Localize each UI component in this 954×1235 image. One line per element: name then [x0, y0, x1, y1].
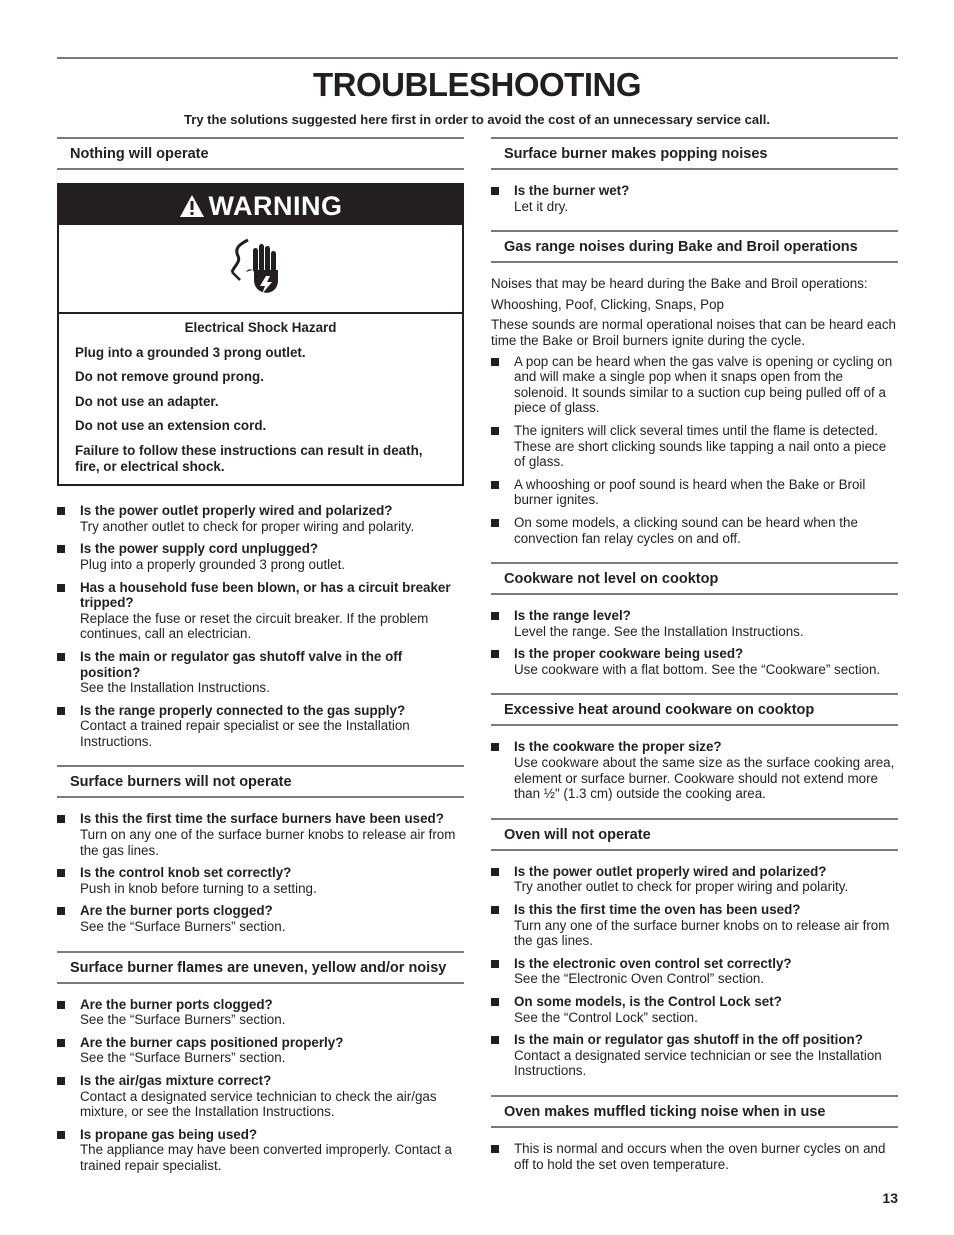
list-item: The igniters will click several times until the flame is detected. These are short clicking sounds like tapping a nail onto a piece of glass. [491, 423, 898, 470]
warning-line: Failure to follow these instructions can result in death, fire, or electrical shock. [75, 442, 423, 474]
answer: See the “Control Lock” section. [514, 1009, 698, 1025]
list-item [491, 646, 898, 677]
answer: Use cookware with a flat bottom. See the “Cookware” section. [514, 661, 881, 677]
page-number: 13 [882, 1190, 898, 1206]
top-rule [57, 57, 898, 59]
answer: The appliance may have been converted improperly. Contact a trained repair specialist. [80, 1142, 452, 1173]
question: Is the air/gas mixture correct? [80, 1073, 272, 1088]
warning-triangle-icon [179, 194, 205, 218]
question: Is the main or regulator gas shutoff valve in the off position? [80, 648, 403, 680]
right-column [491, 137, 898, 1188]
list-item: This is normal and occurs when the oven burner cycles on and off to hold the set oven temperature. [491, 1141, 898, 1172]
list-cookware-level [491, 608, 898, 677]
list-item: On some models, a clicking sound can be heard when the convection fan relay cycles on and off. [491, 515, 898, 546]
list-item [491, 902, 898, 949]
answer: Replace the fuse or reset the circuit breaker. If the problem continues, call an electrician. [80, 610, 429, 642]
list-bake-broil-noises [491, 354, 898, 547]
intro-text: Try the solutions suggested here first in order to avoid the cost of an unnecessary service call. [184, 112, 770, 127]
question: Is the control knob set correctly? [80, 865, 292, 881]
question: Is the burner wet? [514, 183, 630, 198]
warning-line: Plug into a grounded 3 prong outlet. [75, 344, 306, 360]
list-ticking [491, 1141, 898, 1172]
answer: Use cookware about the same size as the surface cooking area, element or surface burner. Cookware should not extend more than ½" (1.3 cm) outside the cooking area. [514, 755, 895, 802]
list-item [57, 1127, 464, 1174]
question: Is the cookware the proper size? [514, 739, 722, 755]
question: Are the burner ports clogged? [80, 996, 273, 1012]
list-surface-not-operate [57, 811, 464, 934]
list-item [491, 739, 898, 801]
list-item [491, 956, 898, 987]
list-excessive-heat [491, 739, 898, 801]
list-item [57, 649, 464, 696]
section-heading-oven-not-operate: Oven will not operate [491, 818, 898, 851]
question: Is the power outlet properly wired and polarized? [80, 503, 393, 519]
warning-hazard-title: Electrical Shock Hazard [184, 320, 337, 335]
list-item [491, 183, 898, 214]
warning-line: Do not use an adapter. [75, 393, 219, 409]
answer: Let it dry. [514, 198, 569, 214]
list-nothing-operate [57, 503, 464, 749]
question: Is this the first time the oven has been used? [514, 902, 801, 918]
answer: Push in knob before turning to a setting. [80, 880, 317, 896]
answer: Try another outlet to check for proper wiring and polarity. [514, 879, 849, 895]
electric-shock-hand-icon [226, 234, 296, 304]
shock-icon-area [59, 225, 462, 314]
question: Is the power outlet properly wired and polarized? [514, 863, 827, 879]
section-heading-surface-not-operate: Surface burners will not operate [57, 765, 464, 798]
question: Is the electronic oven control set correctly? [514, 955, 792, 971]
warning-line: Do not use an extension cord. [75, 418, 267, 434]
question: Is the proper cookware being used? [514, 646, 744, 662]
left-column [57, 137, 464, 1190]
paragraph: Noises that may be heard during the Bake and Broil operations: [491, 276, 868, 292]
answer: Turn any one of the surface burner knobs on to release air from the gas lines. [514, 917, 890, 949]
answer: See the “Surface Burners” section. [80, 1012, 286, 1028]
list-item [57, 865, 464, 896]
answer: See the “Surface Burners” section. [80, 919, 286, 935]
warning-label: WARNING [208, 191, 343, 221]
answer: Contact a designated service technician or see the Installation Instructions. [514, 1047, 882, 1079]
answer: Try another outlet to check for proper wiring and polarity. [80, 518, 415, 534]
section-heading-bake-broil-noises: Gas range noises during Bake and Broil operations [491, 230, 898, 263]
section-heading-nothing-operate: Nothing will operate [57, 137, 464, 170]
question: Are the burner ports clogged? [80, 903, 273, 919]
answer: Turn on any one of the surface burner knobs to release air from the gas lines. [80, 827, 456, 858]
list-item [491, 1032, 898, 1079]
warning-header [59, 185, 462, 225]
paragraph: These sounds are normal operational noises that can be heard each time the Bake or Broil burners ignite during the cycle. [491, 317, 896, 348]
question: Is this the first time the surface burners have been used? [80, 811, 444, 827]
question: Is the power supply cord unplugged? [80, 541, 319, 557]
section-heading-excessive-heat: Excessive heat around cookware on cooktop [491, 693, 898, 726]
question: Are the burner caps positioned properly? [80, 1034, 344, 1050]
question: Is propane gas being used? [80, 1126, 258, 1142]
paragraph: Whooshing, Poof, Clicking, Snaps, Pop [491, 296, 724, 312]
list-item [57, 541, 464, 572]
answer: See the Installation Instructions. [80, 680, 270, 696]
question: Is the range level? [514, 608, 631, 624]
list-item [491, 608, 898, 639]
question: Is the range properly connected to the gas supply? [80, 702, 406, 718]
warning-line: Do not remove ground prong. [75, 369, 264, 385]
page-title: TROUBLESHOOTING [313, 66, 641, 103]
list-item [57, 703, 464, 750]
answer: Contact a trained repair specialist or see the Installation Instructions. [80, 718, 410, 749]
section-heading-cookware-level: Cookware not level on cooktop [491, 562, 898, 595]
section-heading-popping: Surface burner makes popping noises [491, 137, 898, 170]
question: Has a household fuse been blown, or has a circuit breaker tripped? [80, 579, 451, 611]
question: Is the main or regulator gas shutoff in the off position? [514, 1032, 863, 1048]
list-item [57, 1035, 464, 1066]
section-heading-flames-uneven: Surface burner flames are uneven, yellow and/or noisy [57, 951, 464, 984]
list-item: A whooshing or poof sound is heard when the Bake or Broil burner ignites. [491, 477, 898, 508]
answer: Plug into a properly grounded 3 prong outlet. [80, 556, 346, 572]
list-oven-not-operate [491, 864, 898, 1079]
warning-box [57, 183, 464, 486]
list-flames-uneven [57, 997, 464, 1174]
list-item [57, 997, 464, 1028]
list-item [57, 503, 464, 534]
answer: See the “Electronic Oven Control” section. [514, 971, 765, 987]
list-item [491, 994, 898, 1025]
question: On some models, is the Control Lock set? [514, 994, 782, 1009]
list-item [57, 580, 464, 642]
list-item [57, 903, 464, 934]
answer: See the “Surface Burners” section. [80, 1050, 286, 1066]
answer: Contact a designated service technician to check the air/gas mixture, or see the Installation Instructions. [80, 1088, 437, 1120]
list-popping [491, 183, 898, 214]
list-item [57, 811, 464, 858]
warning-text [59, 314, 462, 484]
list-item [57, 1073, 464, 1120]
section-heading-ticking: Oven makes muffled ticking noise when in use [491, 1095, 898, 1128]
list-item [491, 864, 898, 895]
answer: Level the range. See the Installation Instructions. [514, 623, 804, 639]
list-item: A pop can be heard when the gas valve is opening or cycling on and will make a single pop when it snaps open from the solenoid. It sounds similar to a suction cup being pulled off of a piece of glass. [491, 354, 898, 416]
